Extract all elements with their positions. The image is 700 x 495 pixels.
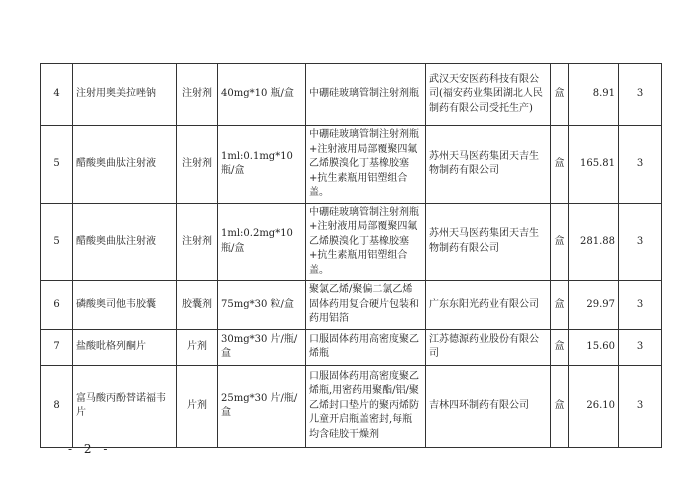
price-cell: 165.81 (569, 126, 619, 204)
count-cell: 3 (619, 329, 662, 365)
price-cell: 29.97 (569, 281, 619, 330)
specification-cell: 40mg*10 瓶/盒 (218, 64, 306, 126)
unit-cell: 盒 (551, 365, 569, 447)
unit-cell: 盒 (551, 329, 569, 365)
price-cell: 8.91 (569, 64, 619, 126)
manufacturer-cell: 广东东阳光药业有限公司 (426, 281, 551, 330)
manufacturer-cell: 江苏德源药业股份有限公司 (426, 329, 551, 365)
drug-name-cell: 盐酸吡格列酮片 (73, 329, 177, 365)
specification-cell: 1ml:0.2mg*10 瓶/盒 (218, 203, 306, 281)
row-number-cell: 6 (41, 281, 73, 330)
price-cell: 26.10 (569, 365, 619, 447)
row-number-cell: 7 (41, 329, 73, 365)
packaging-material-cell: 口服固体药用高密度聚乙烯瓶,用密药用聚酯/铝/聚乙烯封口垫片的聚丙烯防儿童开启瓶盖密封,每瓶均含硅胶干燥剂 (306, 365, 426, 447)
specification-cell: 25mg*30 片/瓶/盒 (218, 365, 306, 447)
packaging-material-cell: 聚氯乙烯/聚偏二氯乙烯固体药用复合硬片包装和药用铝箔 (306, 281, 426, 330)
count-cell: 3 (619, 203, 662, 281)
table-row (41, 281, 662, 330)
row-number-cell: 5 (41, 203, 73, 281)
manufacturer-cell: 武汉天安医药科技有限公司(福安药业集团湖北人民制药有限公司受托生产) (426, 64, 551, 126)
table-row (41, 203, 662, 281)
drug-name-cell: 富马酸丙酚替诺福韦片 (73, 365, 177, 447)
packaging-material-cell: 中硼硅玻璃管制注射剂瓶+注射液用局部覆聚四氟乙烯膜溴化丁基橡胶塞+抗生素瓶用铝塑组合盖。 (306, 126, 426, 204)
manufacturer-cell: 吉林四环制药有限公司 (426, 365, 551, 447)
unit-cell: 盒 (551, 64, 569, 126)
dosage-form-cell: 注射剂 (177, 203, 218, 281)
table-row (41, 64, 662, 126)
page-number: - 2 - (68, 442, 112, 456)
dosage-form-cell: 片剂 (177, 365, 218, 447)
packaging-material-cell: 中硼硅玻璃管制注射剂瓶 (306, 64, 426, 126)
unit-cell: 盒 (551, 281, 569, 330)
row-number-cell: 5 (41, 126, 73, 204)
specification-cell: 75mg*30 粒/盒 (218, 281, 306, 330)
packaging-material-cell: 口服固体药用高密度聚乙烯瓶 (306, 329, 426, 365)
manufacturer-cell: 苏州天马医药集团天吉生物制药有限公司 (426, 203, 551, 281)
price-cell: 15.60 (569, 329, 619, 365)
specification-cell: 1ml:0.1mg*10 瓶/盒 (218, 126, 306, 204)
row-number-cell: 4 (41, 64, 73, 126)
drug-price-table (40, 63, 662, 448)
drug-name-cell: 注射用奥美拉唑钠 (73, 64, 177, 126)
dosage-form-cell: 胶囊剂 (177, 281, 218, 330)
table-row (41, 126, 662, 204)
drug-name-cell: 醋酸奥曲肽注射液 (73, 126, 177, 204)
count-cell: 3 (619, 126, 662, 204)
count-cell: 3 (619, 64, 662, 126)
dosage-form-cell: 注射剂 (177, 126, 218, 204)
drug-name-cell: 醋酸奥曲肽注射液 (73, 203, 177, 281)
drug-name-cell: 磷酸奥司他韦胶囊 (73, 281, 177, 330)
table-row (41, 329, 662, 365)
packaging-material-cell: 中硼硅玻璃管制注射剂瓶+注射液用局部覆聚四氟乙烯膜溴化丁基橡胶塞+抗生素瓶用铝塑组合盖。 (306, 203, 426, 281)
manufacturer-cell: 苏州天马医药集团天吉生物制药有限公司 (426, 126, 551, 204)
table-body (41, 64, 662, 448)
dosage-form-cell: 注射剂 (177, 64, 218, 126)
count-cell: 3 (619, 365, 662, 447)
table-row (41, 365, 662, 447)
row-number-cell: 8 (41, 365, 73, 447)
unit-cell: 盒 (551, 203, 569, 281)
dosage-form-cell: 片剂 (177, 329, 218, 365)
specification-cell: 30mg*30 片/瓶/盒 (218, 329, 306, 365)
count-cell: 3 (619, 281, 662, 330)
price-cell: 281.88 (569, 203, 619, 281)
unit-cell: 盒 (551, 126, 569, 204)
